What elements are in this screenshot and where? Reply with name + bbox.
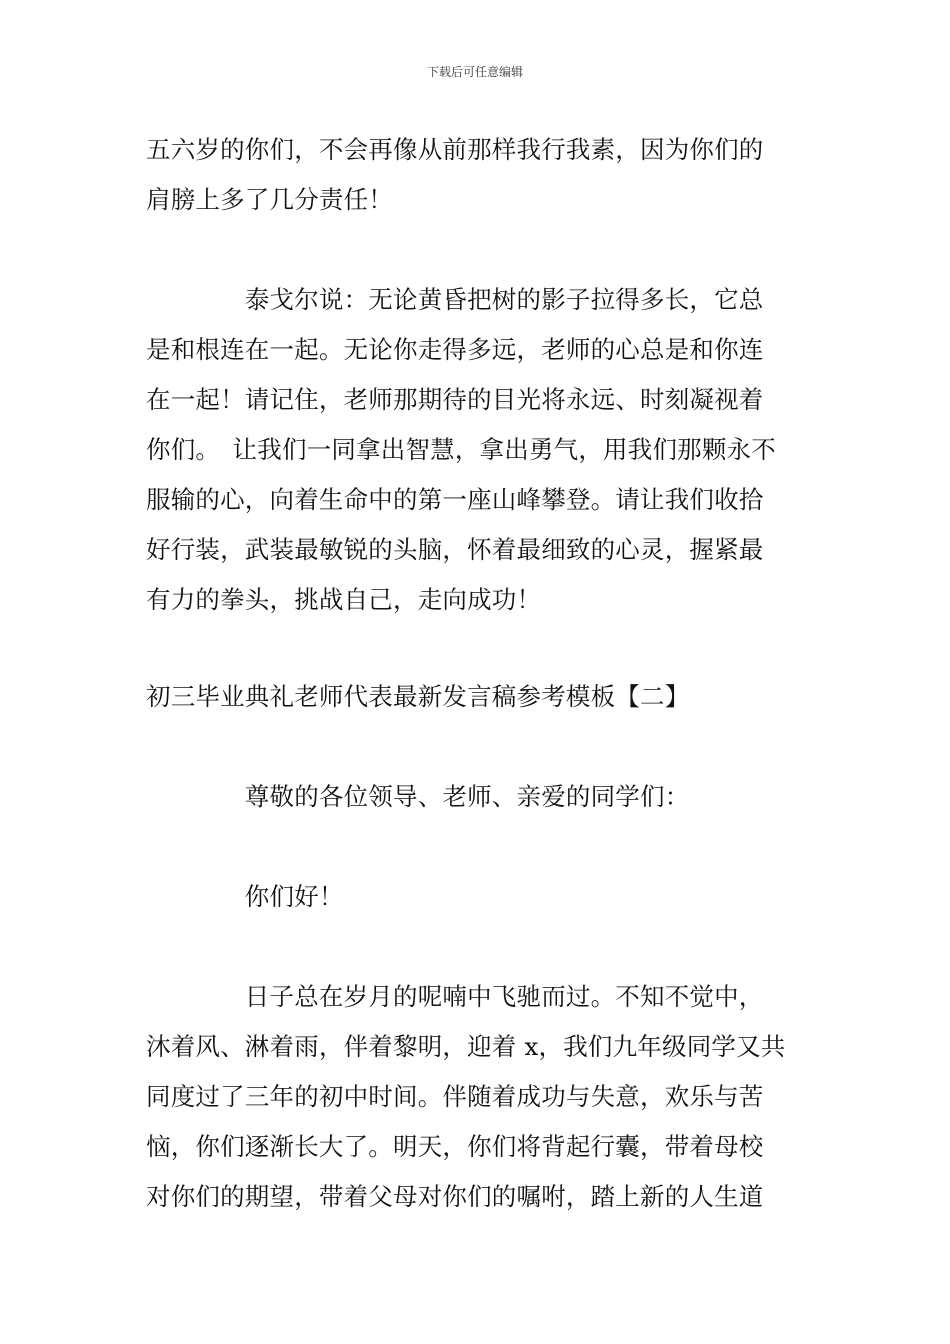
paragraph-line: 沐着风、淋着雨，伴着黎明，迎着 x，我们九年级同学又共 <box>146 1032 786 1061</box>
paragraph-line: 对你们的期望，带着父母对你们的嘱咐，踏上新的人生道 <box>146 1182 764 1211</box>
paragraph-line: 在一起！请记住，老师那期待的目光将永远、时刻凝视着 <box>146 385 764 414</box>
paragraph-line: 好行装，武装最敏锐的头脑，怀着最细致的心灵，握紧最 <box>146 535 764 564</box>
paragraph-line: 服输的心，向着生命中的第一座山峰攀登。请让我们收拾 <box>146 485 764 514</box>
paragraph-line: 是和根连在一起。无论你走得多远，老师的心总是和你连 <box>146 335 764 364</box>
greeting-line: 你们好！ <box>146 882 344 911</box>
paragraph-line: 同度过了三年的初中时间。伴随着成功与失意，欢乐与苦 <box>146 1082 764 1111</box>
paragraph-line: 有力的拳头，挑战自己，走向成功！ <box>146 585 542 614</box>
paragraph-line: 肩膀上多了几分责任！ <box>146 185 393 214</box>
paragraph-line: 泰戈尔说：无论黄昏把树的影子拉得多长，它总 <box>146 285 764 314</box>
paragraph-line: 你们。 让我们一同拿出智慧，拿出勇气，用我们那颗永不 <box>146 435 776 464</box>
paragraph-line: 恼，你们逐渐长大了。明天，你们将背起行囊，带着母校 <box>146 1132 764 1161</box>
section-heading: 初三毕业典礼老师代表最新发言稿参考模板【二】 <box>146 682 690 711</box>
paragraph-line: 日子总在岁月的呢喃中飞驰而过。不知不觉中， <box>146 982 764 1011</box>
salutation-line: 尊敬的各位领导、老师、亲爱的同学们： <box>146 782 690 811</box>
page-header-note: 下载后可任意编辑 <box>426 65 523 79</box>
paragraph-line: 五六岁的你们，不会再像从前那样我行我素，因为你们的 <box>146 135 764 164</box>
